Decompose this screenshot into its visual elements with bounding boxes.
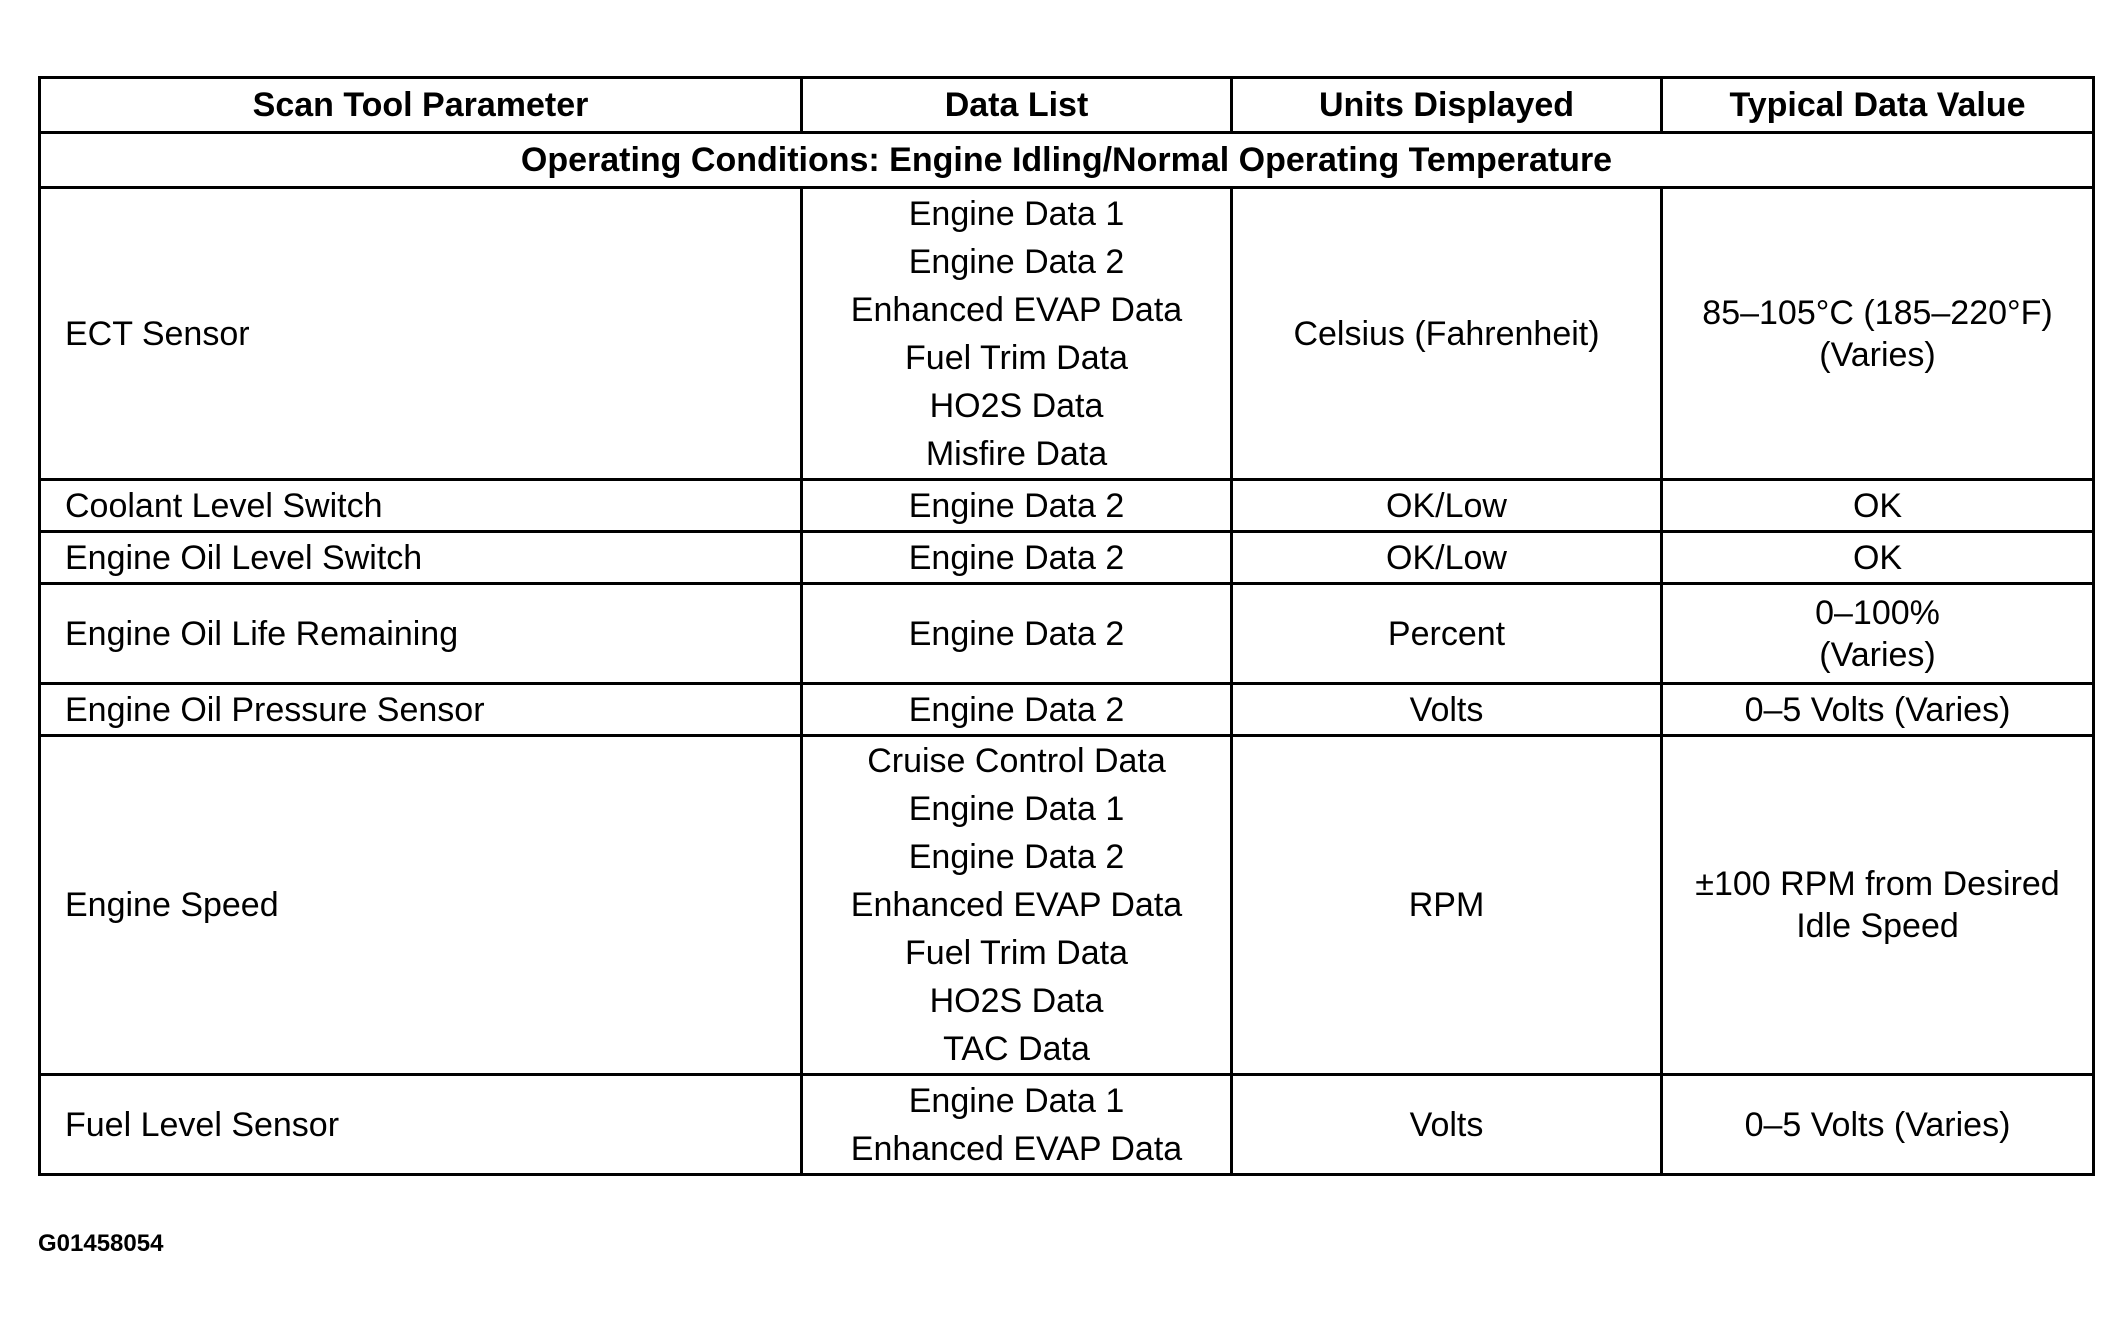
parameter-cell: Engine Oil Pressure Sensor: [40, 684, 802, 736]
typical-value-line: 0–100%: [1815, 593, 1940, 632]
typical-value-line: 0–5 Volts (Varies): [1744, 1105, 2011, 1144]
typical-value-line: OK: [1852, 538, 1903, 577]
parameter-cell: Engine Oil Level Switch: [40, 532, 802, 584]
typical-value-line: (Varies): [1819, 335, 1936, 374]
table-row: [40, 736, 2094, 1075]
units-cell: OK/Low: [1232, 480, 1662, 532]
parameter-cell: Coolant Level Switch: [40, 480, 802, 532]
data-list-item: Engine Data 2: [908, 690, 1125, 729]
typical-value-cell: [1662, 532, 2094, 584]
operating-conditions: Operating Conditions: Engine Idling/Normal Operating Temperature: [40, 133, 2094, 188]
units-cell: Celsius (Fahrenheit): [1232, 188, 1662, 480]
data-list-cell: [802, 584, 1232, 684]
typical-value-line: (Varies): [1819, 635, 1936, 674]
data-list-item: Enhanced EVAP Data: [850, 1129, 1183, 1168]
typical-value-line: 0–5 Volts (Varies): [1744, 690, 2011, 729]
data-list-item: Enhanced EVAP Data: [850, 886, 1183, 924]
parameter-cell: ECT Sensor: [40, 188, 802, 480]
data-list-item: Fuel Trim Data: [905, 338, 1128, 377]
parameter-cell: Fuel Level Sensor: [40, 1075, 802, 1175]
units-cell: RPM: [1232, 736, 1662, 1075]
data-list-item: Engine Data 2: [908, 838, 1125, 876]
typical-value-line: 85–105°C (185–220°F): [1702, 293, 2053, 332]
header-data-list: Data List: [802, 78, 1232, 133]
typical-value-cell: [1662, 684, 2094, 736]
table-row: [40, 480, 2094, 532]
header-units-displayed: Units Displayed: [1232, 78, 1662, 133]
scan-tool-data-table: [38, 76, 2095, 1176]
units-cell: Percent: [1232, 584, 1662, 684]
typical-value-cell: [1662, 188, 2094, 480]
typical-value-cell: [1662, 480, 2094, 532]
figure-id: G01458054: [38, 1230, 164, 1257]
data-list-item: Misfire Data: [925, 434, 1108, 473]
data-list-item: Engine Data 1: [908, 194, 1125, 233]
typical-value-line: Idle Speed: [1796, 907, 1959, 945]
typical-value-cell: [1662, 1075, 2094, 1175]
data-list-item: Cruise Control Data: [867, 742, 1166, 780]
data-list-item: Fuel Trim Data: [905, 934, 1128, 972]
table-row: [40, 1075, 2094, 1175]
data-list-item: HO2S Data: [929, 982, 1104, 1020]
data-list-item: Engine Data 2: [908, 538, 1125, 577]
data-list-cell: [802, 188, 1232, 480]
table-row: [40, 684, 2094, 736]
data-list-cell: [802, 1075, 1232, 1175]
units-cell: Volts: [1232, 684, 1662, 736]
header-typical-data-value: Typical Data Value: [1662, 78, 2094, 133]
data-list-cell: [802, 736, 1232, 1075]
header-scan-tool-parameter: Scan Tool Parameter: [40, 78, 802, 133]
data-list-item: Engine Data 2: [908, 486, 1125, 525]
typical-value-line: ±100 RPM from Desired: [1695, 865, 2060, 903]
units-cell: Volts: [1232, 1075, 1662, 1175]
data-list-cell: [802, 532, 1232, 584]
data-list-item: Engine Data 2: [908, 614, 1125, 653]
table-row: [40, 584, 2094, 684]
operating-conditions-row: [40, 133, 2094, 188]
typical-value-cell: [1662, 736, 2094, 1075]
parameter-cell: Engine Oil Life Remaining: [40, 584, 802, 684]
typical-value-cell: [1662, 584, 2094, 684]
data-list-cell: [802, 684, 1232, 736]
data-list-item: TAC Data: [943, 1030, 1090, 1068]
header-row: [40, 78, 2094, 133]
table-row: [40, 532, 2094, 584]
data-list-item: Engine Data 2: [908, 242, 1125, 281]
typical-value-line: OK: [1852, 486, 1903, 525]
data-list-item: Enhanced EVAP Data: [850, 290, 1183, 329]
table-row: [40, 188, 2094, 480]
parameter-cell: Engine Speed: [40, 736, 802, 1075]
data-list-cell: [802, 480, 1232, 532]
units-cell: OK/Low: [1232, 532, 1662, 584]
data-list-item: HO2S Data: [929, 386, 1104, 425]
data-list-item: Engine Data 1: [908, 790, 1125, 828]
data-list-item: Engine Data 1: [908, 1081, 1125, 1120]
